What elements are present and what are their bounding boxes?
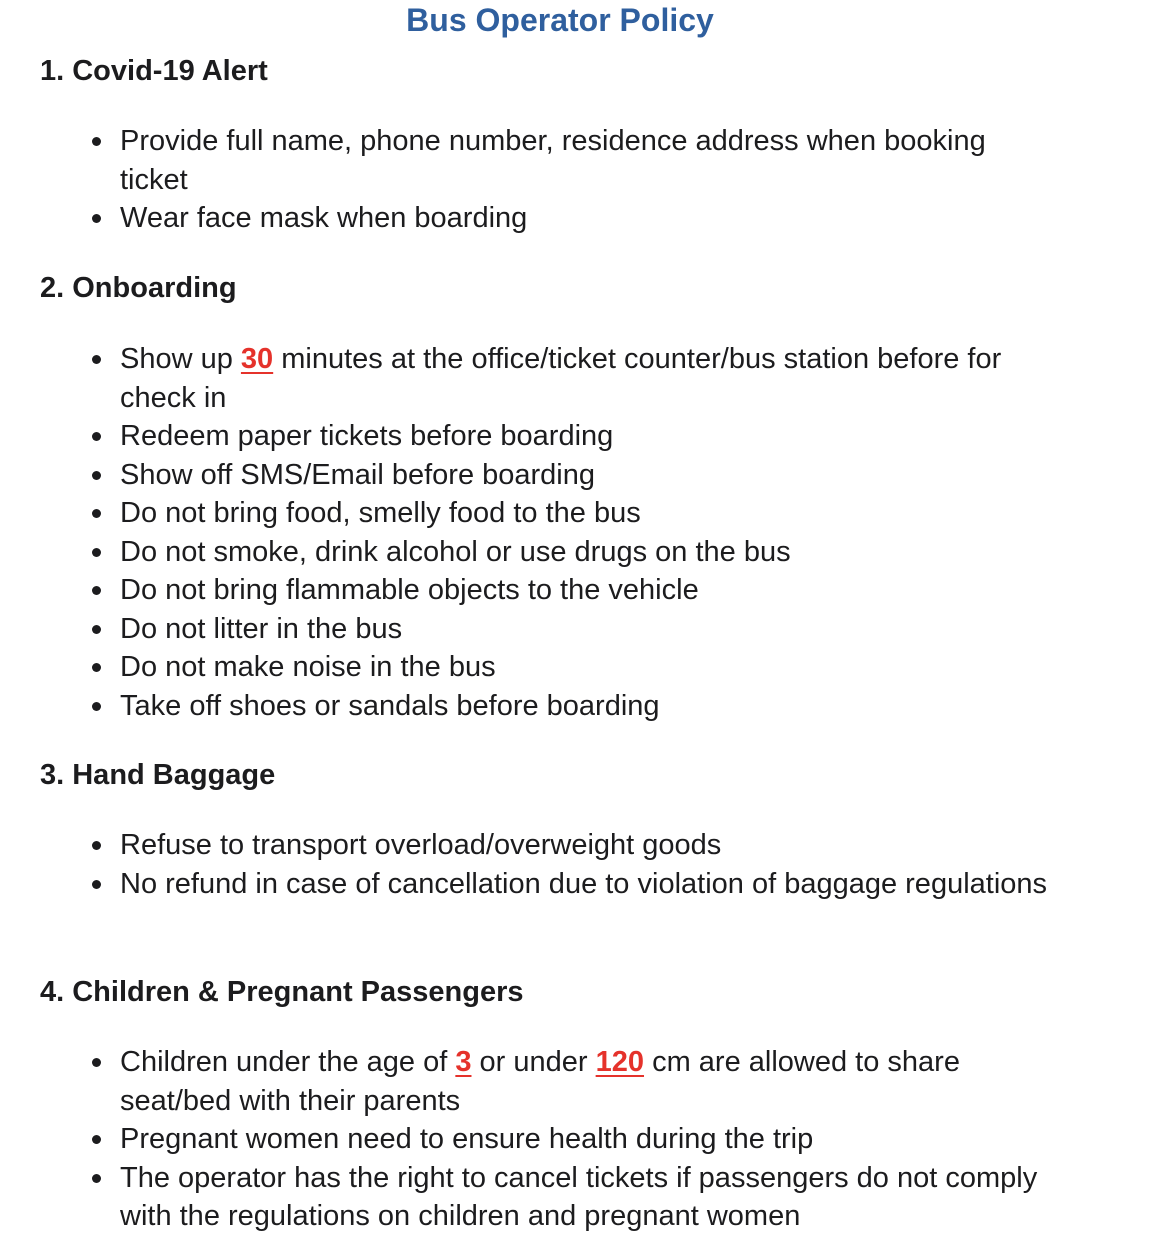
highlight-height: 120: [595, 1046, 645, 1078]
list-item: Refuse to transport overload/overweight goods: [0, 826, 1100, 865]
onboarding-list: [0, 340, 1100, 725]
covid-list: [0, 122, 1100, 238]
list-item: Do not litter in the bus: [0, 610, 1100, 649]
list-item: Redeem paper tickets before boarding: [0, 417, 1100, 456]
highlight-age: 3: [455, 1046, 472, 1078]
list-item: Do not bring flammable objects to the vehicle: [0, 571, 1100, 610]
list-item: Do not bring food, smelly food to the bus: [0, 494, 1100, 533]
list-item: [0, 1043, 1100, 1120]
children-pregnant-list: [0, 1043, 1100, 1236]
item-text: or under: [471, 1046, 596, 1078]
page-title: Bus Operator Policy: [406, 2, 714, 38]
list-item: Provide full name, phone number, residence address when booking ticket: [0, 122, 1100, 199]
highlight-minutes: 30: [240, 343, 274, 375]
list-item: [0, 340, 1100, 417]
list-item: Do not make noise in the bus: [0, 648, 1100, 687]
item-text: minutes at the office/ticket counter/bus station before for check in: [120, 343, 1002, 414]
item-text: cm are allowed to share seat/bed with their parents: [120, 1046, 960, 1117]
list-item: Show off SMS/Email before boarding: [0, 456, 1100, 495]
list-item: Do not smoke, drink alcohol or use drugs on the bus: [0, 533, 1100, 572]
list-item: The operator has the right to cancel tickets if passengers do not comply with the regulations on children and pregnant women: [0, 1159, 1100, 1236]
item-text: Children under the age of: [120, 1046, 456, 1078]
section-heading-onboarding: 2. Onboarding: [40, 272, 237, 304]
section-heading-covid: 1. Covid-19 Alert: [40, 55, 268, 87]
section-heading-children-pregnant: 4. Children & Pregnant Passengers: [40, 976, 524, 1008]
list-item: Wear face mask when boarding: [0, 199, 1100, 238]
baggage-list: [0, 826, 1100, 903]
list-item: Pregnant women need to ensure health during the trip: [0, 1120, 1100, 1159]
item-text: Show up: [120, 343, 241, 375]
list-item: Take off shoes or sandals before boarding: [0, 687, 1100, 726]
list-item: No refund in case of cancellation due to violation of baggage regulations: [0, 865, 1100, 904]
section-heading-hand-baggage: 3. Hand Baggage: [40, 759, 276, 791]
